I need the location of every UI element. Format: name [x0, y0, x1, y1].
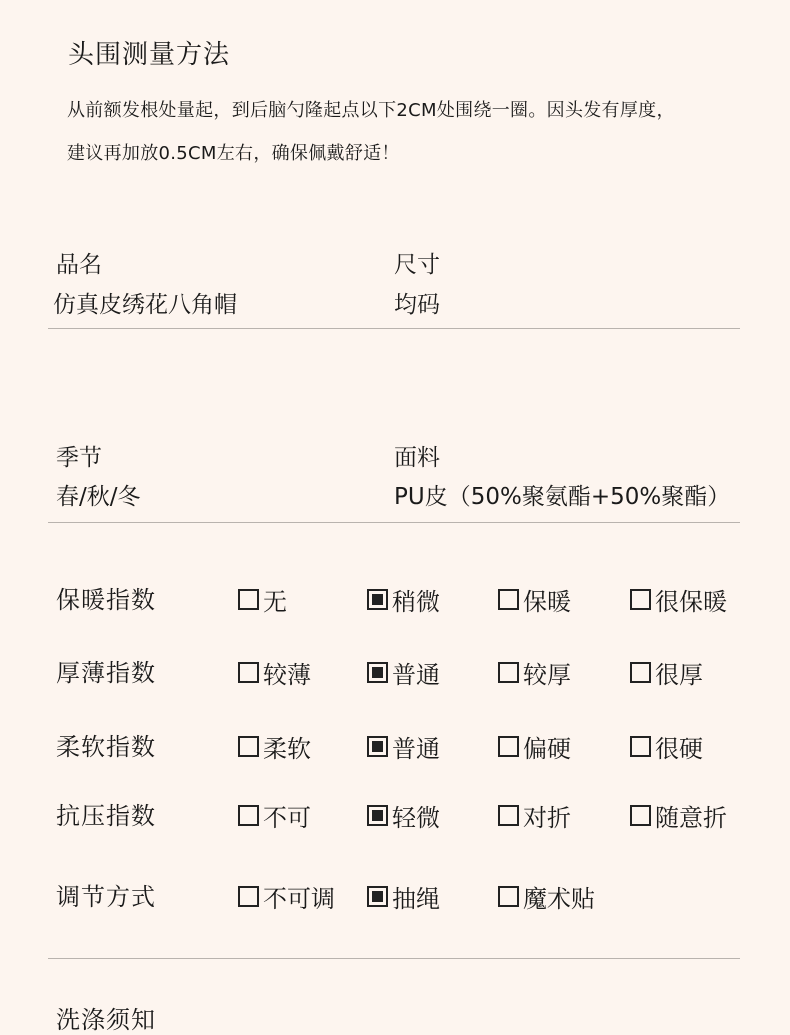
fabric-value: PU皮（50%聚氨酯+50%聚酯） [394, 484, 731, 510]
empty-box-icon [498, 662, 519, 683]
index-option [238, 879, 335, 914]
index-option-label: 对折 [523, 804, 571, 832]
empty-box-icon [238, 662, 259, 683]
index-option [498, 655, 571, 690]
index-option-label: 较厚 [523, 661, 571, 689]
index-option [367, 879, 440, 914]
index-option [367, 655, 440, 690]
index-label: 厚薄指数 [56, 659, 156, 687]
index-option [367, 729, 440, 764]
season-label: 季节 [56, 445, 102, 471]
index-option [498, 582, 571, 617]
empty-box-icon [498, 736, 519, 757]
checked-box-icon [367, 805, 388, 826]
empty-box-icon [498, 589, 519, 610]
empty-box-icon [238, 589, 259, 610]
index-option-label: 普通 [392, 735, 440, 763]
index-option [630, 582, 727, 617]
index-label: 柔软指数 [56, 733, 156, 761]
product-name-label: 品名 [56, 252, 102, 278]
size-value: 均码 [394, 292, 440, 318]
index-option-label: 很硬 [655, 735, 703, 763]
empty-box-icon [630, 589, 651, 610]
index-label: 保暖指数 [56, 586, 156, 614]
index-option [630, 729, 703, 764]
washing-instructions-heading: 洗涤须知 [56, 1006, 156, 1034]
index-option [498, 729, 571, 764]
empty-box-icon [238, 805, 259, 826]
index-option-label: 很厚 [655, 661, 703, 689]
divider-1 [48, 328, 740, 329]
index-option [367, 798, 440, 833]
index-option-label: 魔术贴 [523, 885, 595, 913]
index-option-label: 较薄 [263, 661, 311, 689]
index-option-label: 保暖 [523, 588, 571, 616]
index-option [498, 879, 595, 914]
empty-box-icon [498, 886, 519, 907]
product-name-value: 仿真皮绣花八角帽 [53, 292, 237, 318]
index-option [238, 729, 311, 764]
size-label: 尺寸 [394, 252, 440, 278]
index-option-label: 随意折 [655, 804, 727, 832]
index-option [238, 582, 287, 617]
checked-box-icon [367, 736, 388, 757]
index-option [238, 798, 311, 833]
empty-box-icon [630, 662, 651, 683]
index-option [630, 655, 703, 690]
index-label: 抗压指数 [56, 802, 156, 830]
measure-description-line-2: 建议再加放0.5CM左右，确保佩戴舒适！ [67, 143, 400, 164]
index-option-label: 抽绳 [392, 885, 440, 913]
index-option-label: 轻微 [392, 804, 440, 832]
empty-box-icon [498, 805, 519, 826]
checked-box-icon [367, 589, 388, 610]
index-option-label: 柔软 [263, 735, 311, 763]
empty-box-icon [238, 736, 259, 757]
index-option-label: 稍微 [392, 588, 440, 616]
index-option [367, 582, 440, 617]
index-option-label: 不可 [263, 804, 311, 832]
empty-box-icon [630, 805, 651, 826]
fabric-label: 面料 [394, 445, 440, 471]
index-option-label: 很保暖 [655, 588, 727, 616]
measure-title: 头围测量方法 [68, 40, 231, 70]
index-option [498, 798, 571, 833]
divider-2 [48, 522, 740, 523]
index-option-label: 偏硬 [523, 735, 571, 763]
index-option-label: 普通 [392, 661, 440, 689]
index-option-label: 不可调 [263, 885, 335, 913]
empty-box-icon [630, 736, 651, 757]
season-value: 春/秋/冬 [56, 484, 141, 510]
index-option [238, 655, 311, 690]
index-label: 调节方式 [56, 883, 156, 911]
empty-box-icon [238, 886, 259, 907]
measure-description-line-1: 从前额发根处量起，到后脑勺隆起点以下2CM处围绕一圈。因头发有厚度， [67, 100, 675, 121]
checked-box-icon [367, 662, 388, 683]
index-option-label: 无 [263, 588, 287, 616]
index-option [630, 798, 727, 833]
divider-3 [48, 958, 740, 959]
checked-box-icon [367, 886, 388, 907]
